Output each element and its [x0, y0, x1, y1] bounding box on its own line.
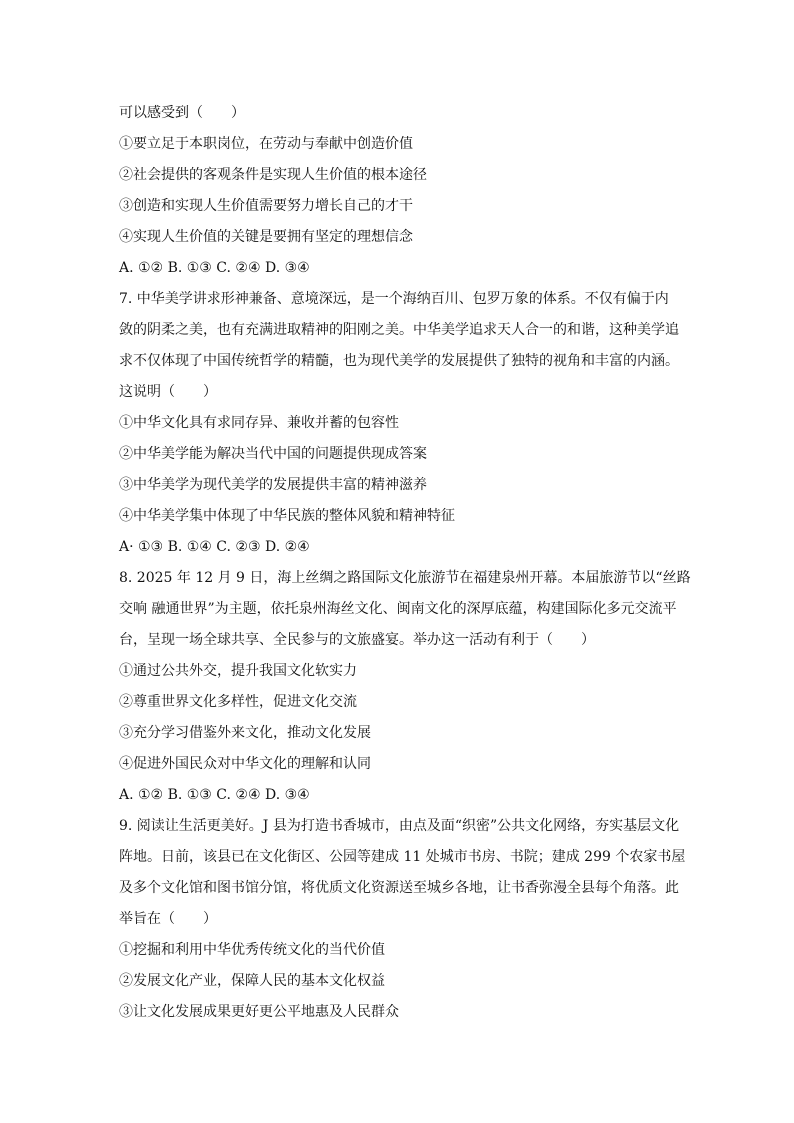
q9-option-3: ③让文化发展成果更好更公平地惠及人民群众 — [119, 1004, 399, 1020]
q7-stem-line-3: 求不仅体现了中国传统哲学的精髓，也为现代美学的发展提供了独特的视角和丰富的内涵。 — [119, 353, 679, 369]
q6-stem-tail: 可以感受到（ ） — [119, 105, 245, 121]
q8-option-2: ②尊重世界文化多样性，促进文化交流 — [119, 694, 357, 710]
q7-answer-choices: A· ①③ B. ①④ C. ②③ D. ②④ — [119, 539, 310, 555]
q7-stem-line-4: 这说明（ ） — [119, 384, 217, 400]
question-content — [119, 98, 691, 1028]
q6-option-1: ①要立足于本职岗位，在劳动与奉献中创造价值 — [119, 136, 413, 152]
q9-stem-line-2: 阵地。日前，该县已在文化街区、公园等建成 11 处城市书房、书院；建成 299 个农家书屋 — [119, 849, 686, 865]
q7-stem-line-2: 敛的阴柔之美，也有充满进取精神的阳刚之美。中华美学追求天人合一的和谐，这种美学追 — [119, 322, 679, 338]
q8-option-3: ③充分学习借鉴外来文化，推动文化发展 — [119, 725, 371, 741]
q6-option-4: ④实现人生价值的关键是要拥有坚定的理想信念 — [119, 229, 413, 245]
q8-option-1: ①通过公共外交，提升我国文化软实力 — [119, 663, 357, 679]
q7-option-4: ④中华美学集中体现了中华民族的整体风貌和精神特征 — [119, 508, 455, 524]
q9-stem-line-3: 及多个文化馆和图书馆分馆，将优质文化资源送至城乡各地，让书香弥漫全县每个角落。此 — [119, 880, 679, 896]
q6-answer-choices: A. ①② B. ①③ C. ②④ D. ③④ — [119, 260, 310, 276]
q9-option-2: ②发展文化产业，保障人民的基本文化权益 — [119, 973, 385, 989]
q8-stem-line-3: 台，呈现一场全球共享、全民参与的文旅盛宴。举办这一活动有利于（ ） — [119, 632, 595, 648]
q7-option-2: ②中华美学能为解决当代中国的问题提供现成答案 — [119, 446, 427, 462]
q7-option-3: ③中华美学为现代美学的发展提供丰富的精神滋养 — [119, 477, 427, 493]
q9-option-1: ①挖掘和利用中华优秀传统文化的当代价值 — [119, 942, 385, 958]
q8-option-4: ④促进外国民众对中华文化的理解和认同 — [119, 756, 371, 772]
q9-stem-line-4: 举旨在（ ） — [119, 911, 217, 927]
q8-answer-choices: A. ①② B. ①③ C. ②④ D. ③④ — [119, 787, 310, 803]
q7-option-1: ①中华文化具有求同存异、兼收并蓄的包容性 — [119, 415, 399, 431]
q9-stem-line-1: 9. 阅读让生活更美好。J 县为打造书香城市，由点及面“织密”公共文化网络，夯实基层文化 — [119, 818, 680, 834]
q6-option-2: ②社会提供的客观条件是实现人生价值的根本途径 — [119, 167, 427, 183]
q8-stem-line-1: 8. 2025 年 12 月 9 日，海上丝绸之路国际文化旅游节在福建泉州开幕。本届旅游节以“丝路 — [119, 570, 691, 586]
q6-option-3: ③创造和实现人生价值需要努力增长自己的才干 — [119, 198, 413, 214]
q8-stem-line-2: 交响 融通世界”为主题，依托泉州海丝文化、闽南文化的深厚底蕴，构建国际化多元交流平 — [119, 601, 677, 617]
q7-stem-line-1: 7. 中华美学讲求形神兼备、意境深远，是一个海纳百川、包罗万象的体系。不仅有偏于内 — [119, 291, 669, 307]
